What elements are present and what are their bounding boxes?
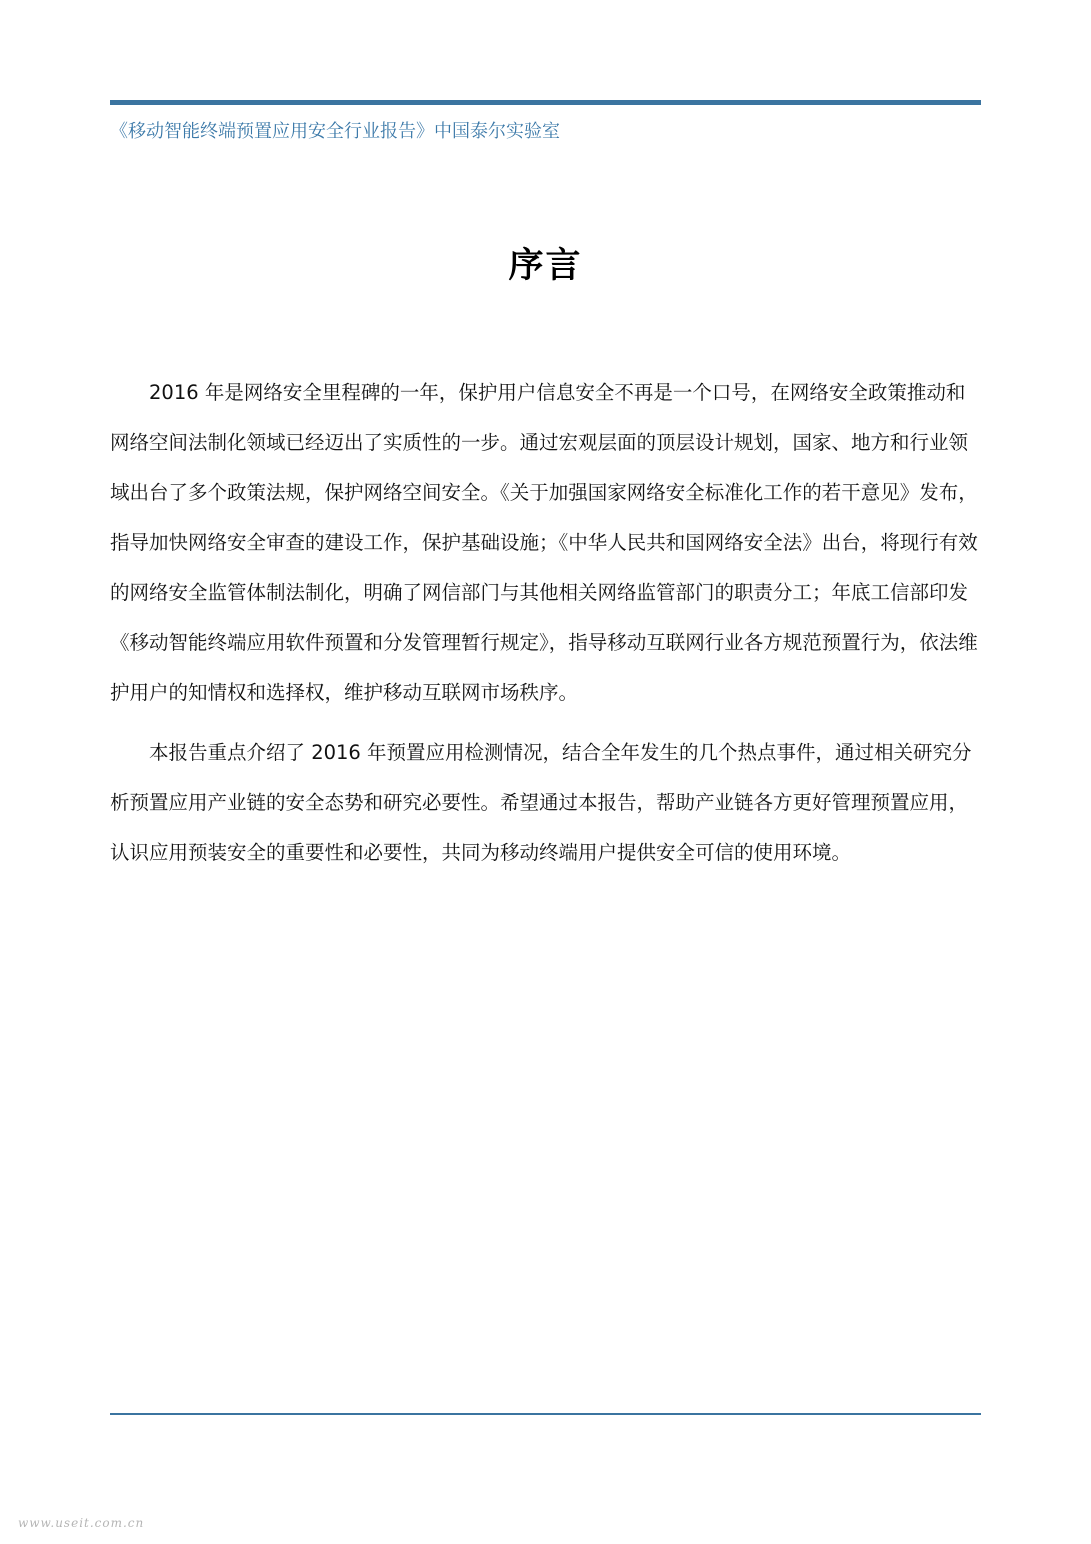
footer-rule <box>110 1413 981 1415</box>
page-title: 序言 <box>508 246 583 286</box>
preface-body <box>110 368 981 888</box>
report-header-title: 《移动智能终端预置应用安全行业报告》中国泰尔实验室 <box>110 121 560 142</box>
paragraph-1: 2016 年是网络安全里程碑的一年，保护用户信息安全不再是一个口号，在网络安全政策推动和网络空间法制化领域已经迈出了实质性的一步。通过宏观层面的顶层设计规划，国家、地方和行业领域出台了多个政策法规，保护网络空间安全。《关于加强国家网络安全标准化工作的若干意见》发布，指导加快网络安全审查的建设工作，保护基础设施；《中华人民共和国网络安全法》出台，将现行有效的网络安全监管体制法制化，明确了网信部门与其他相关网络监管部门的职责分工；年底工信部印发《移动智能终端应用软件预置和分发管理暂行规定》，指导移动互联网行业各方规范预置行为，依法维护用户的知情权和选择权，维护移动互联网市场秩序。 <box>110 381 978 704</box>
header-rule <box>110 100 981 105</box>
paragraph-2: 本报告重点介绍了 2016 年预置应用检测情况，结合全年发生的几个热点事件，通过相关研究分析预置应用产业链的安全态势和研究必要性。希望通过本报告，帮助产业链各方更好管理预置应用，认识应用预装安全的重要性和必要性，共同为移动终端用户提供安全可信的使用环境。 <box>110 741 972 864</box>
watermark: www.useit.com.cn <box>18 1516 145 1530</box>
